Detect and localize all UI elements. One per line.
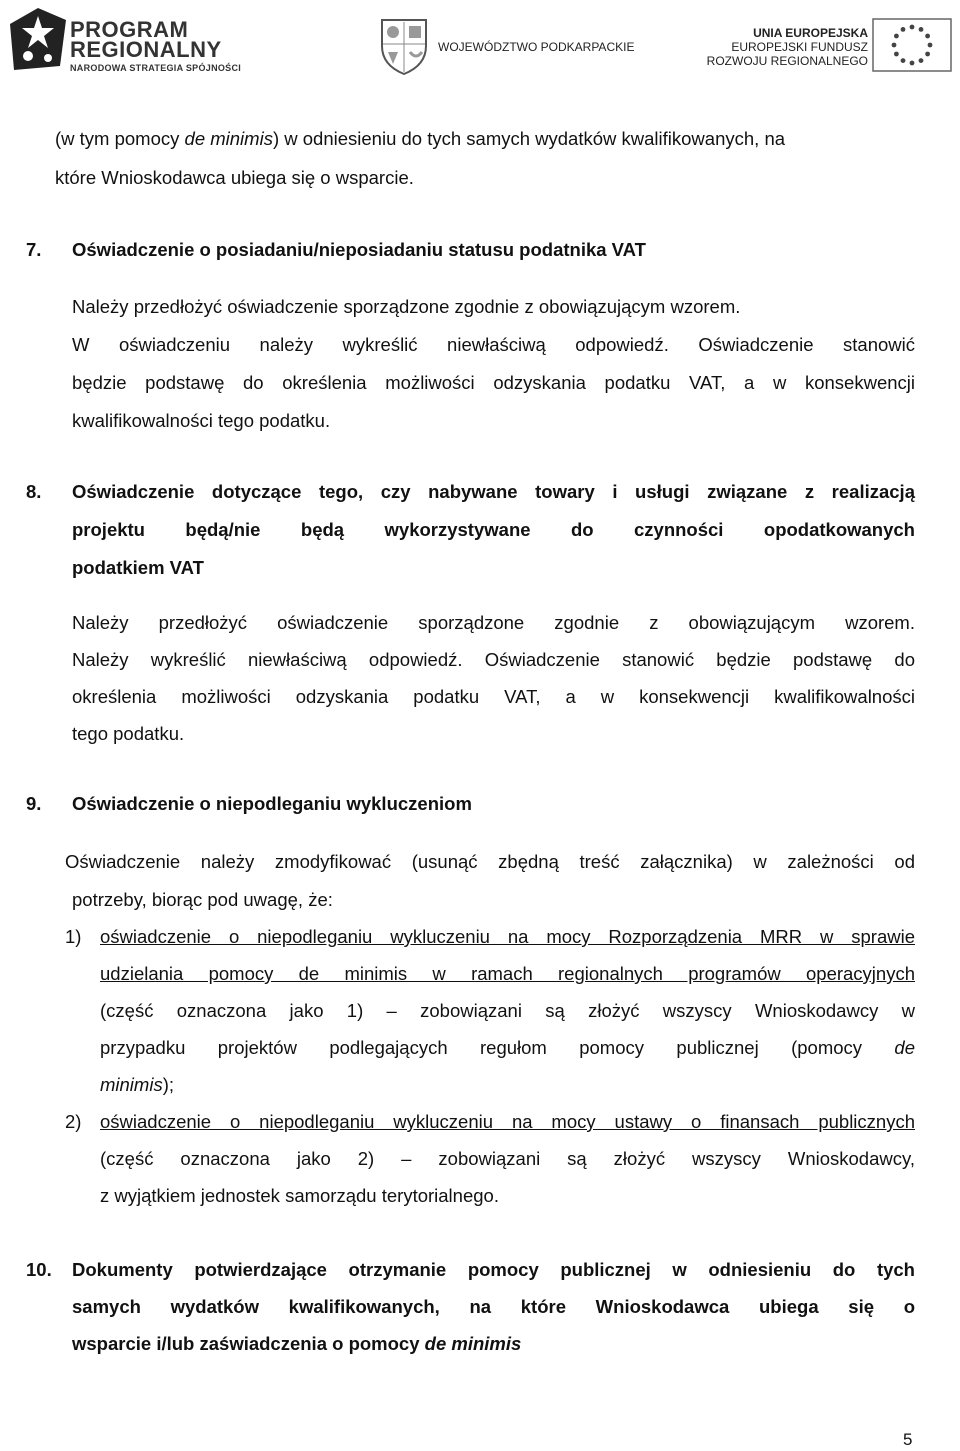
section-7-number: 7. — [26, 239, 42, 260]
section-8-number: 8. — [26, 481, 42, 502]
list-item-1-text: przypadku projektów podlegających regułom pomocy publicznej (pomocy — [100, 1037, 895, 1058]
eu-fund-line: EUROPEJSKI FUNDUSZ — [731, 40, 868, 54]
section-8-paragraph-line: tego podatku. — [72, 723, 185, 744]
intro-text-c: ) w odniesieniu do tych samych wydatków kwalifikowanych, na — [272, 128, 786, 149]
section-9-title: Oświadczenie o niepodleganiu wykluczeniom — [72, 793, 472, 814]
list-item-2-line: (część oznaczona jako 2) – zobowiązani są złożyć wszyscy Wnioskodawcy, — [100, 1148, 915, 1169]
section-10-number: 10. — [26, 1259, 52, 1280]
eu-fund-line-2: ROZWOJU REGIONALNEGO — [706, 54, 868, 68]
section-10-title-italic: de minimis — [424, 1333, 522, 1354]
section-7-title: Oświadczenie o posiadaniu/nieposiadaniu statusu podatnika VAT — [72, 239, 646, 260]
section-8-title-line: projektu będą/nie będą wykorzystywane do czynności opodatkowanych — [72, 519, 915, 540]
section-8-title-line: Oświadczenie dotyczące tego, czy nabywane towary i usługi związane z realizacją — [72, 481, 915, 502]
section-8-paragraph-line: Należy wykreślić niewłaściwą odpowiedź. Oświadczenie stanowić będzie podstawę do — [72, 649, 915, 670]
list-item-1-line: (część oznaczona jako 1) – zobowiązani są złożyć wszyscy Wnioskodawcy w — [100, 1000, 915, 1021]
intro-text-a: (w tym pomocy — [55, 128, 185, 149]
list-item-1-text: ); — [162, 1074, 175, 1095]
section-8-paragraph-line: Należy przedłożyć oświadczenie sporządzone zgodnie z obowiązującym wzorem. — [72, 612, 915, 633]
list-item-1-line — [100, 1037, 915, 1059]
list-item-1-line: udzielania pomocy de minimis w ramach regionalnych programów operacyjnych — [100, 963, 915, 984]
section-10-title-line: samych wydatków kwalifikowanych, na które Wnioskodawca ubiega się o — [72, 1296, 915, 1317]
list-item-1-italic: de — [894, 1037, 915, 1058]
list-item-1-line — [100, 1074, 174, 1096]
list-item-2-line: z wyjątkiem jednostek samorządu terytorialnego. — [100, 1185, 499, 1206]
wojewodztwo-label: WOJEWÓDZTWO PODKARPACKIE — [438, 40, 635, 54]
list-item-2-line: oświadczenie o niepodleganiu wykluczeniu na mocy ustawy o finansach publicznych — [100, 1111, 915, 1132]
list-item-2-number: 2) — [65, 1111, 82, 1132]
intro-line-2: które Wnioskodawca ubiega się o wsparcie. — [55, 167, 414, 188]
section-9-paragraph-line: potrzeby, biorąc pod uwagę, że: — [72, 889, 333, 910]
section-8-paragraph-line: określenia możliwości odzyskania podatku VAT, a w konsekwencji kwalifikowalności — [72, 686, 915, 707]
program-line2: REGIONALNY — [70, 37, 222, 62]
list-item-1-italic: minimis — [100, 1074, 163, 1095]
intro-line-1 — [55, 128, 785, 150]
section-7-paragraph-line: kwalifikowalności tego podatku. — [72, 410, 331, 431]
section-10-title-line — [72, 1333, 521, 1355]
section-10-title-text: wsparcie i/lub zaświadczenia o pomocy — [72, 1333, 425, 1354]
section-7-paragraph-line: Należy przedłożyć oświadczenie sporządzone zgodnie z obowiązującym wzorem. — [72, 296, 741, 317]
eu-title: UNIA EUROPEJSKA — [753, 26, 868, 40]
list-item-1-line: oświadczenie o niepodleganiu wykluczeniu na mocy Rozporządzenia MRR w sprawie — [100, 926, 915, 947]
program-line3: NARODOWA STRATEGIA SPÓJNOŚCI — [70, 63, 242, 73]
program-line1: PROGRAM — [70, 17, 189, 42]
section-7-paragraph-line: W oświadczeniu należy wykreślić niewłaściwą odpowiedź. Oświadczenie stanowić — [72, 334, 915, 355]
intro-text-italic: de minimis — [184, 128, 273, 149]
page-number: 5 — [903, 1430, 913, 1449]
section-9-paragraph-line: Oświadczenie należy zmodyfikować (usunąć zbędną treść załącznika) w zależności od — [65, 851, 915, 872]
section-7-paragraph-line: będzie podstawę do określenia możliwości odzyskania podatku VAT, a w konsekwencji — [72, 372, 915, 393]
section-8-title-line: podatkiem VAT — [72, 557, 204, 578]
section-10-title-line: Dokumenty potwierdzające otrzymanie pomocy publicznej w odniesieniu do tych — [72, 1259, 915, 1280]
list-item-1-number: 1) — [65, 926, 82, 947]
section-9-number: 9. — [26, 793, 42, 814]
